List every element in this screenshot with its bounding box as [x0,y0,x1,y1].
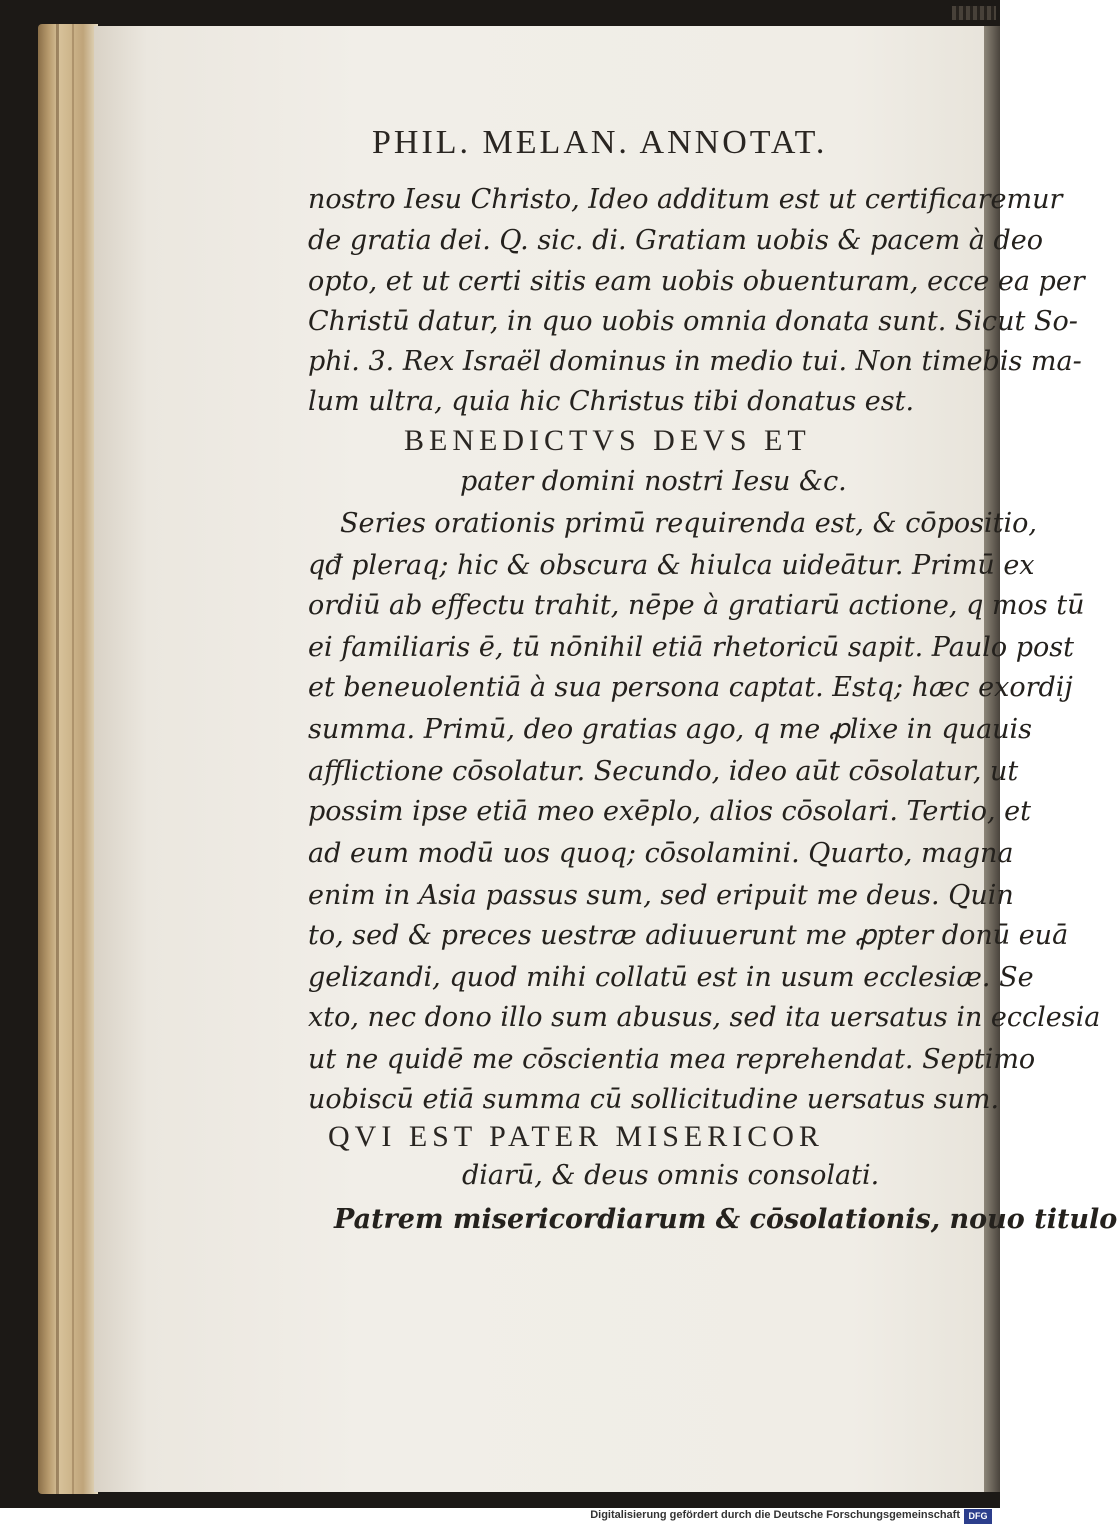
text-line: xto, nec dono illo sum abusus, sed ita uersatus in ecclesia [308,1002,1101,1033]
text-line: et beneuolentiā à sua persona captat. Estq; hæc exordij [308,672,1073,703]
text-line: qđ pleraq; hic & obscura & hiulca uideātur. Primū ex [308,550,1035,581]
text-line: lum ultra, quia hic Christus tibi donatus est. [308,386,915,417]
text-line: ordiū ab effectu trahit, nēpe à gratiarū actione, q mos tū [308,590,1085,621]
text-line: ut ne quidē me cōscientia mea reprehendat. Septimo [308,1044,1036,1075]
text-line: Christū datur, in quo uobis omnia donata sunt. Sicut So- [308,306,1078,337]
book-binding-edge [38,24,98,1494]
text-line: enim in Asia passus sum, sed eripuit me deus. Quin [308,880,1014,911]
scan-corner-mark [952,6,996,20]
text-line: possim ipse etiā meo exēplo, alios cōsolari. Tertio, et [308,796,1032,827]
section-heading-italic: pater domini nostri Iesu &c. [460,466,847,497]
text-line: de gratia dei. Q. sic. di. Gratiam uobis & pacem à deo [308,225,1043,256]
text-line: Series orationis primū requirenda est, & cōpositio, [340,508,1037,539]
text-line: uobiscū etiā summa cū sollicitudine uersatus sum. [308,1084,1000,1115]
text-line: to, sed & preces uestræ adiuuerunt me ꝓpter donū euā [308,920,1069,951]
footer-credit: Digitalisierung gefördert durch die Deutsche Forschungsgemeinschaft [590,1509,960,1521]
text-line: afflictione cōsolatur. Secundo, ideo aūt cōsolatur, ut [308,756,1019,787]
section-heading-italic: diarū, & deus omnis consolati. [462,1160,880,1191]
text-line: ei familiaris ē, tū nōnihil etiā rhetoricū sapit. Paulo post [308,632,1074,663]
text-line: Patrem misericordiarum & cōsolationis, nouo titulo [334,1204,1117,1235]
section-heading-caps: QVI EST PATER MISERICOR [328,1120,824,1153]
dfg-logo: DFG [964,1509,992,1524]
section-heading-caps: BENEDICTVS DEVS ET [404,424,811,457]
running-head: PHIL. MELAN. ANNOTAT. [372,124,828,161]
text-line: nostro Iesu Christo, Ideo additum est ut certificaremur [308,184,1063,215]
text-line: gelizandi, quod mihi collatū est in usum ecclesiæ. Se [308,962,1034,993]
text-line: phi. 3. Rex Israël dominus in medio tui. Non timebis ma- [308,346,1082,377]
text-line: summa. Primū, deo gratias ago, q me ꝓlixe in quauis [308,714,1033,745]
text-line: opto, et ut certi sitis eam uobis obuenturam, ecce ea per [308,266,1085,297]
text-line: ad eum modū uos quoq; cōsolamini. Quarto, magna [308,838,1014,869]
